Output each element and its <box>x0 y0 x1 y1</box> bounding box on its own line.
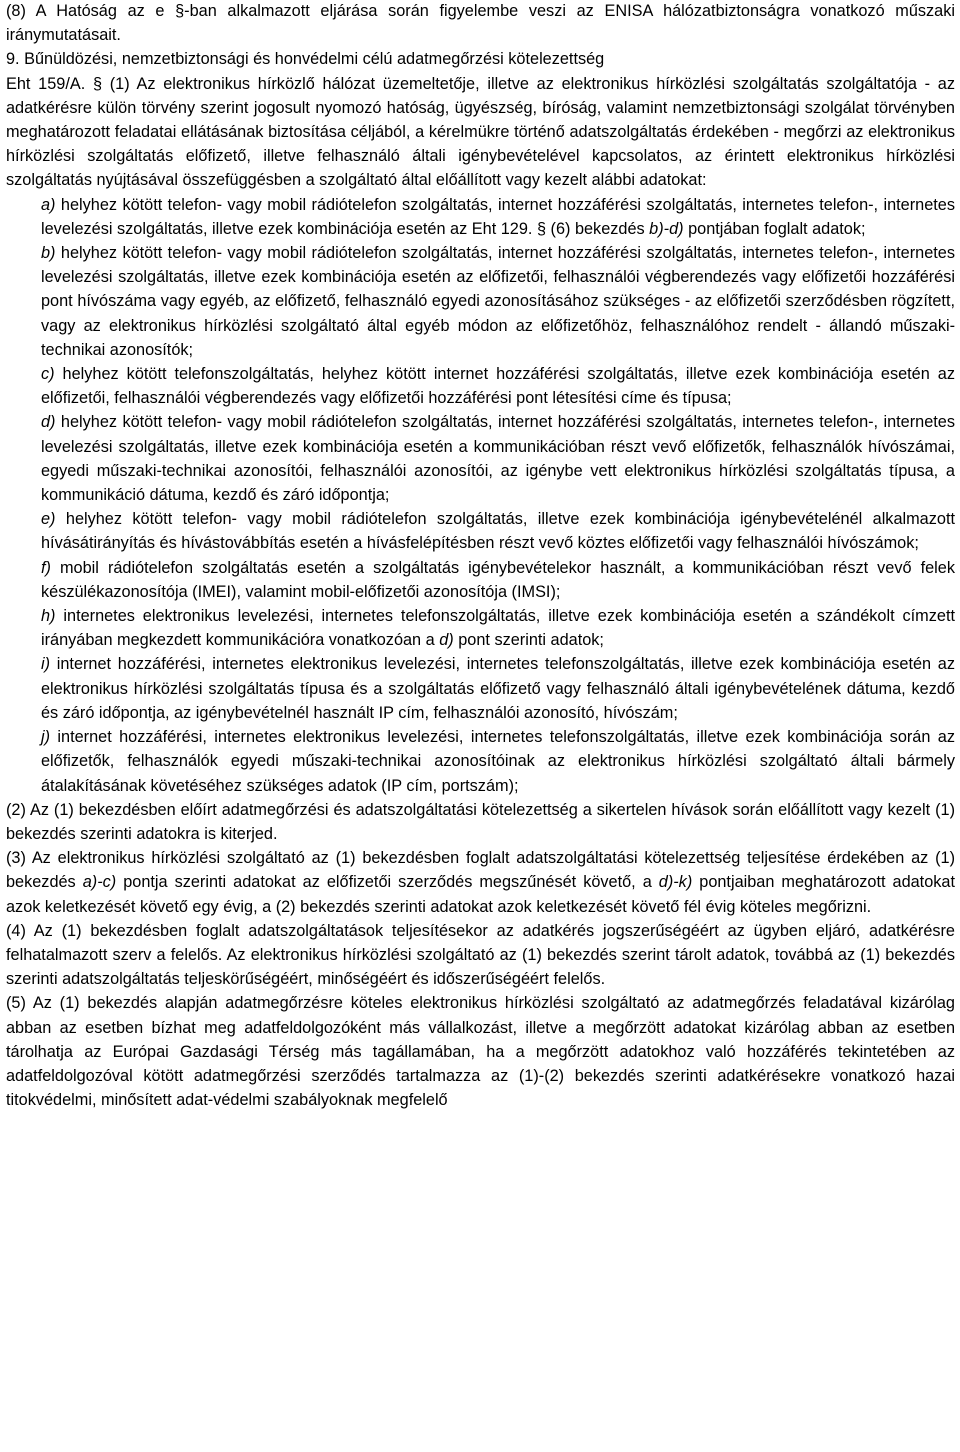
document-body <box>6 0 955 1112</box>
list-item-a: a) helyhez kötött telefon- vagy mobil rádiótelefon szolgáltatás, internet hozzáférési szolgáltatás, internetes telefon-, internetes levelezési szolgáltatás, illetve ezek kombinációja esetén az Eht 129. § (6) bekezdés b)-d) pontjában foglalt adatok; <box>41 195 955 238</box>
list-item-b: b) helyhez kötött telefon- vagy mobil rádiótelefon szolgáltatás, internet hozzáférési szolgáltatás, internetes telefon-, internetes levelezési szolgáltatás, illetve ezek kombinációja esetén az előfizetői, felhasználói végberendezés vagy előfizetői hozzáférési pont hívószáma vagy egyéb, az előfizető, felhasználó egyedi azonosításához szükséges - az előfizetői szerződésben rögzített, vagy az elektronikus hírközlési szolgáltató által egyéb módon az előfizetőhöz, felhasználóhoz rendelt - állandó műszaki-technikai azonosítók; <box>41 244 955 359</box>
list-item-j: j) internet hozzáférési, internetes elektronikus levelezési, internetes telefonszolgáltatás, illetve ezek kombinációja során az előfizetők, felhasználók egyedi műszaki-technikai azonosítóinak az elektronikus hírközlési szolgáltató általi bármely átalakításának követéséhez szükséges adatok (IP cím, portszám); <box>41 728 955 795</box>
paragraph-4: (4) Az (1) bekezdésben foglalt adatszolgáltatások teljesítésekor az adatkérés jogszerűségéért az ügyben eljáró, adatkérésre felhatalmazott szerv a felelős. Az elektronikus hírközlési szolgáltató az (1) bekezdés szerint tárolt adatok, továbbá az (1) bekezdés szerinti adatszolgáltatás teljeskörűségéért, minőségéért és időszerűségéért felelős. <box>6 921 955 989</box>
paragraph-8: (8) A Hatóság az e §-ban alkalmazott eljárása során figyelembe veszi az ENISA hálózatbiztonságra vonatkozó műszaki iránymutatásait. <box>6 2 955 45</box>
item-reference: a)-c) <box>82 873 117 892</box>
item-letter: b) <box>41 244 56 263</box>
list-item-d: d) helyhez kötött telefon- vagy mobil rádiótelefon szolgáltatás, internet hozzáférési szolgáltatás, internetes telefon-, internetes levelezési szolgáltatás, illetve ezek kombinációja esetén a kommunikációban részt vevő előfizetők, felhasználók hívószámai, egyedi műszaki-technikai azonosítói, felhasználói azonosítói, az igénybe vett elektronikus hírközlési szolgáltatás típusa, a kommunikáció dátuma, kezdő és záró időpontja; <box>41 413 955 505</box>
list-item-c: c) helyhez kötött telefonszolgáltatás, helyhez kötött internet hozzáférési szolgáltatás, illetve ezek kombinációja esetén az előfizetői, felhasználói végberendezés vagy előfizetői hozzáférési pont létesítési címe és típusa; <box>41 365 955 408</box>
paragraph-3: (3) Az elektronikus hírközlési szolgáltató az (1) bekezdésben foglalt adatszolgáltatási kötelezettség teljesítése érdekében az (1) bekezdés a)-c) pontja szerinti adatokat az előfizetői szerződés megszűnését követő, a d)-k) pontjaiban meghatározott adatokat azok keletkezését követő egy évig, a (2) bekezdés szerinti adatokat azok keletkezését követő fél évig köteles megőrizni. <box>6 849 955 916</box>
item-letter: i) <box>41 655 51 674</box>
item-letter: d) <box>41 413 56 432</box>
item-letter: f) <box>41 558 51 577</box>
section-heading: 9. Bűnüldözési, nemzetbiztonsági és honvédelmi célú adatmegőrzési kötelezettség <box>6 50 605 69</box>
item-letter: h) <box>41 607 56 626</box>
item-reference: b)-d) <box>649 219 684 238</box>
list-item-e: e) helyhez kötött telefon- vagy mobil rádiótelefon szolgáltatás, illetve ezek kombinációja igénybevételénél alkalmazott hívásátirányítás és hívástovábbítás esetén a hívásfelépítésben részt vevő köztes előfizetői vagy felhasználói hívószámok; <box>41 510 955 553</box>
item-reference: d)-k) <box>658 873 693 892</box>
item-letter: a) <box>41 195 56 214</box>
item-letter: e) <box>41 510 56 529</box>
list-item-f: f) mobil rádiótelefon szolgáltatás esetén a szolgáltatás igénybevételekor használt, a kommunikációban részt vevő felek készülékazonosítója (IMEI), valamint mobil-előfizetői azonosítója (IMSI); <box>41 558 955 601</box>
item-letter: j) <box>41 728 51 747</box>
paragraph-2: (2) Az (1) bekezdésben előírt adatmegőrzési és adatszolgáltatási kötelezettség a sikertelen hívások során előállított vagy kezelt (1) bekezdés szerinti adatokra is kiterjed. <box>6 800 955 843</box>
list-item-h: h) internetes elektronikus levelezési, internetes telefonszolgáltatás, illetve ezek kombinációja esetén a szándékolt címzett irányában megkezdett kommunikációra vonatkozóan a d) pont szerinti adatok; <box>41 607 955 650</box>
section-intro: Eht 159/A. § (1) Az elektronikus hírközlő hálózat üzemeltetője, illetve az elektronikus hírközlési szolgáltatás szolgáltatója - az adatkérésre külön törvény szerint jogosult nyomozó hatóság, ügyészség, bíróság, valamint nemzetbiztonsági szolgálat törvényben meghatározott feladatai ellátásának biztosítása céljából, a kérelmükre történő adatszolgáltatás érdekében - megőrzi az elektronikus hírközlési szolgáltatás előfizető, illetve felhasználó általi igénybevételével kapcsolatos, az érintett elektronikus hírközlési szolgáltatás nyújtásával összefüggésben a szolgáltató által előállított vagy kezelt alábbi adatokat: <box>6 74 955 190</box>
list-item-i: i) internet hozzáférési, internetes elektronikus levelezési, internetes telefonszolgáltatás, illetve ezek kombinációja esetén az elektronikus hírközlési szolgáltatás típusa és a szolgáltatás előfizető vagy felhasználó általi igénybevételének dátuma, kezdő és záró időpontja, az igénybevételnél használt IP cím, felhasználói azonosító, hívószám; <box>41 655 955 722</box>
paragraph-5: (5) Az (1) bekezdés alapján adatmegőrzésre köteles elektronikus hírközlési szolgáltató az adatmegőrzés feladatával kizárólag abban az esetben bízhat meg adatfeldolgozóként más vállalkozást, illetve a megőrzött adatokat kizárólag abban az esetben tárolhatja az Európai Gazdasági Térség más tagállamában, ha a megőrzött adatokhoz való hozzáférés tekintetében az adatfeldolgozóval kötött adatmegőrzési szerződés tartalmazza az (1)-(2) bekezdés szerinti adatkérésekre vonatkozó hazai titokvédelmi, minősített adat-védelmi szabályoknak megfelelő <box>6 994 955 1110</box>
item-reference: d) <box>439 631 454 650</box>
item-letter: c) <box>41 365 55 384</box>
